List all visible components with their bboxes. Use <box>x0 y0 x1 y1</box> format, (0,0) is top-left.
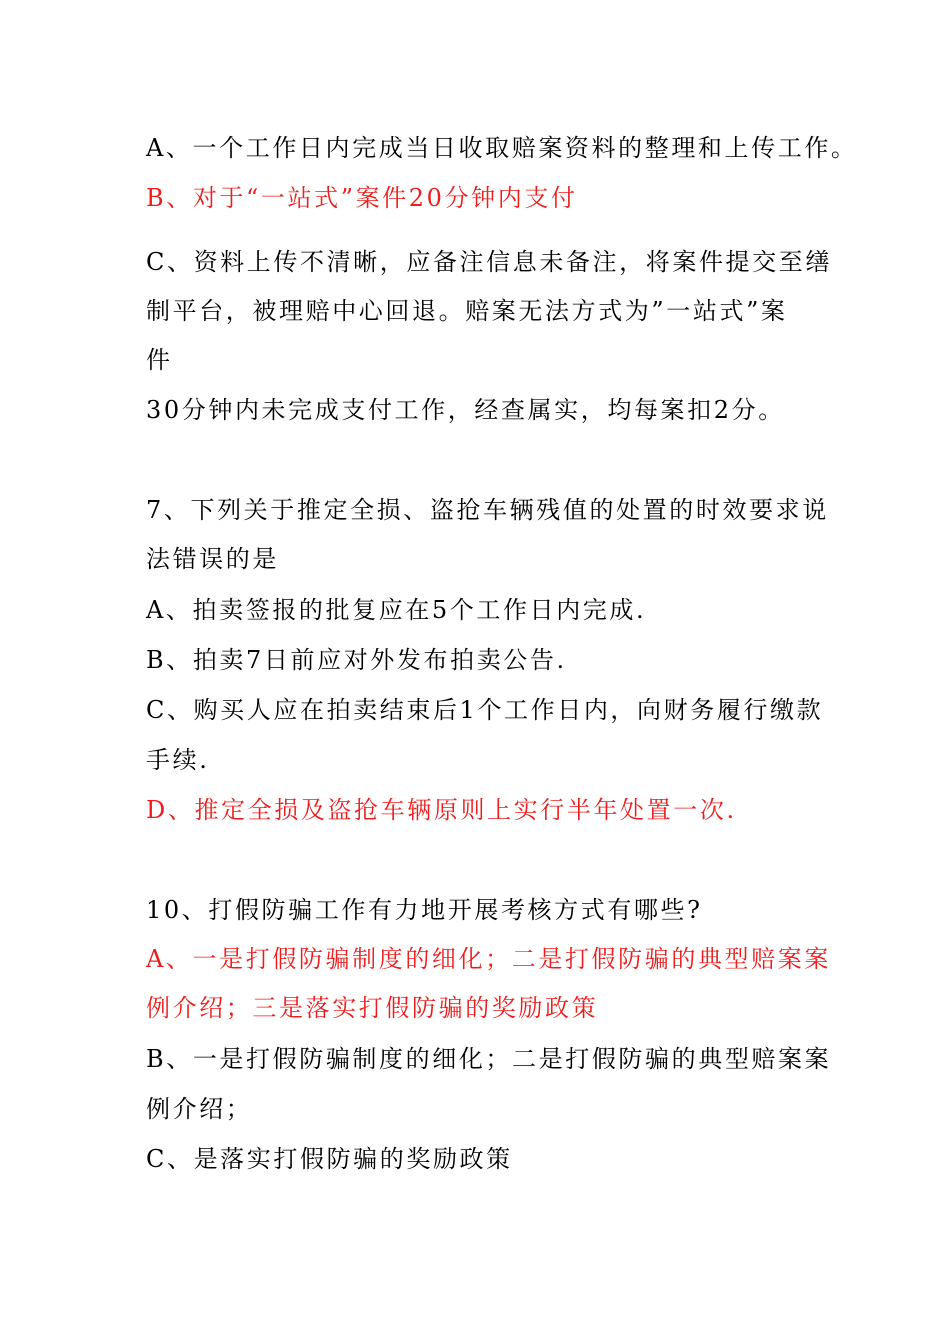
q7-option-d-answer: D、推定全损及盗抢车辆原则上实行半年处置一次. <box>146 796 737 824</box>
q10-option-b-line2: 例介绍； <box>146 1095 253 1123</box>
q10-option-c: C、是落实打假防骗的奖励政策 <box>146 1145 513 1173</box>
prev-option-b-answer: B、对于“一站式”案件20分钟内支付 <box>146 184 578 212</box>
q7-option-c-line2: 手续. <box>146 746 210 774</box>
q7-question-line2: 法错误的是 <box>146 545 279 573</box>
q10-option-a-line2-answer: 例介绍；三是落实打假防骗的奖励政策 <box>146 994 599 1022</box>
q10-question: 10、打假防骗工作有力地开展考核方式有哪些? <box>146 896 703 924</box>
q10-option-b-line1: B、一是打假防骗制度的细化；二是打假防骗的典型赔案案 <box>146 1045 832 1073</box>
prev-option-c-line3: 件 <box>146 346 173 374</box>
prev-option-c-line1: C、资料上传不清晰，应备注信息未备注，将案件提交至缮 <box>146 248 832 276</box>
q7-option-a: A、拍卖签报的批复应在5个工作日内完成. <box>146 596 647 624</box>
prev-option-c-line4: 30分钟内未完成支付工作，经查属实，均每案扣2分。 <box>146 396 785 424</box>
q7-option-b: B、拍卖7日前应对外发布拍卖公告. <box>146 646 567 674</box>
prev-option-a: A、一个工作日内完成当日收取赔案资料的整理和上传工作。 <box>146 134 858 162</box>
prev-option-c-line2: 制平台，被理赔中心回退。赔案无法方式为”一站式”案 <box>146 297 788 325</box>
q10-option-a-line1-answer: A、一是打假防骗制度的细化；二是打假防骗的典型赔案案 <box>146 945 831 973</box>
q7-option-c-line1: C、购买人应在拍卖结束后1个工作日内，向财务履行缴款 <box>146 696 824 724</box>
q7-question-line1: 7、下列关于推定全损、盗抢车辆残值的处置的时效要求说 <box>146 496 829 524</box>
